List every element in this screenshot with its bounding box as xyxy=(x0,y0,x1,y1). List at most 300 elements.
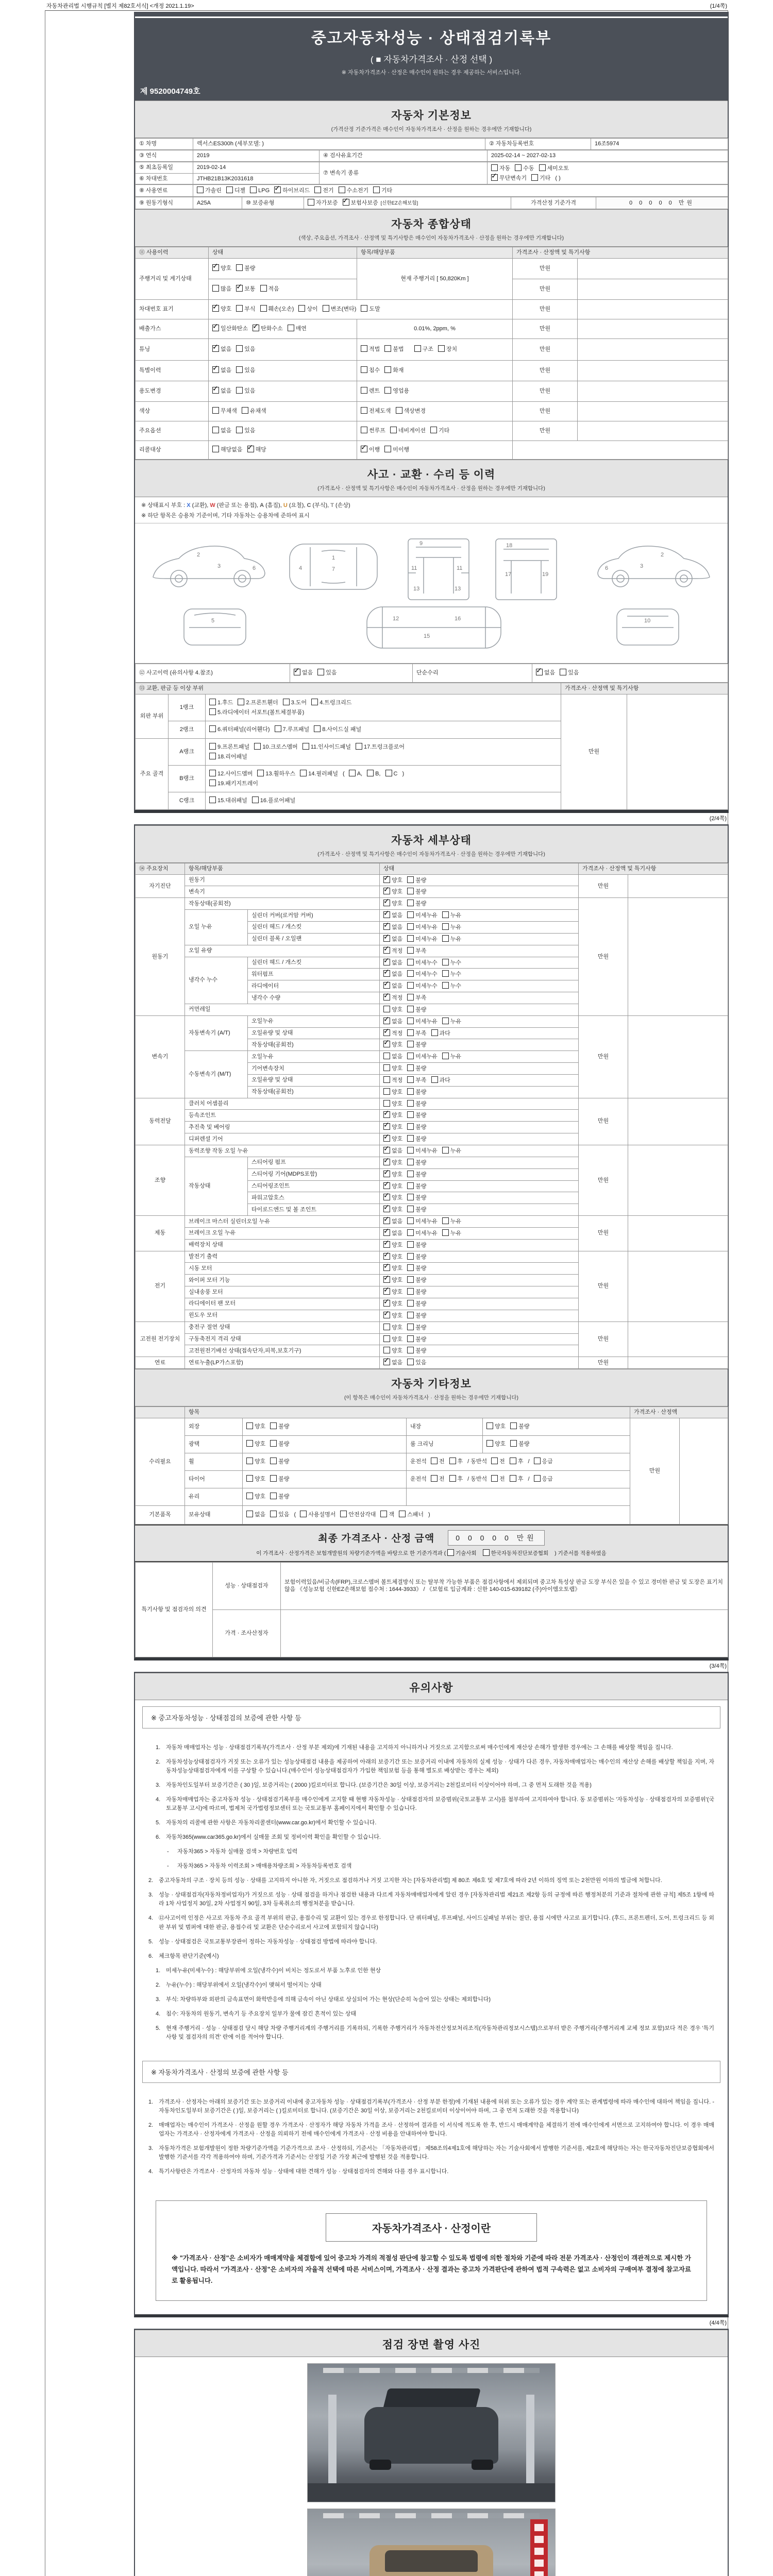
checkbox[interactable] xyxy=(317,669,324,675)
checkbox[interactable] xyxy=(212,264,219,271)
checkbox[interactable] xyxy=(407,959,414,965)
cell xyxy=(209,440,357,459)
cell xyxy=(243,1453,407,1470)
row-label: 특별이력 xyxy=(136,360,209,381)
checkbox-label: 불량 xyxy=(278,1459,290,1465)
checkbox[interactable] xyxy=(407,1100,414,1107)
checkbox[interactable] xyxy=(407,1018,414,1024)
checkbox[interactable] xyxy=(260,285,267,292)
cell: 만원 xyxy=(579,1145,628,1216)
svg-text:11: 11 xyxy=(457,565,463,571)
checkbox[interactable] xyxy=(383,1147,390,1154)
checkbox-label: 양호 xyxy=(392,1006,403,1013)
checkbox-label: 훼손(오손) xyxy=(268,306,294,313)
row-label: 배출가스 xyxy=(136,319,209,338)
checkbox[interactable] xyxy=(510,1475,516,1482)
legend-segment: (교환), xyxy=(190,502,210,509)
checkbox[interactable] xyxy=(442,1053,449,1059)
checkbox[interactable] xyxy=(486,1422,493,1429)
checkbox[interactable] xyxy=(407,1359,414,1365)
checkbox[interactable] xyxy=(236,345,243,352)
cell xyxy=(380,957,579,969)
cell: 만원 xyxy=(513,401,578,421)
checkbox[interactable] xyxy=(209,743,216,750)
checkbox[interactable] xyxy=(407,1029,414,1036)
checkbox-label: 누유 xyxy=(450,1018,462,1025)
checkbox[interactable] xyxy=(407,970,414,977)
checkbox[interactable] xyxy=(407,1159,414,1165)
emission-values: 0.01%, 2ppm, % xyxy=(357,319,513,338)
checkbox[interactable] xyxy=(390,427,397,433)
checkbox-label: 있음 xyxy=(244,367,256,374)
legend-segment: (요철), xyxy=(287,502,307,509)
checkbox[interactable] xyxy=(449,1458,456,1464)
checkbox[interactable] xyxy=(510,1422,517,1429)
checkbox[interactable] xyxy=(209,725,216,732)
notice-item xyxy=(156,1743,714,1752)
checkbox[interactable] xyxy=(367,770,374,776)
checkbox[interactable] xyxy=(442,1217,449,1224)
checkbox[interactable] xyxy=(407,923,414,930)
checkbox[interactable] xyxy=(246,1440,253,1447)
checkbox[interactable] xyxy=(212,325,219,331)
checkbox[interactable] xyxy=(270,1511,277,1517)
checkbox[interactable] xyxy=(361,446,367,452)
notice-item xyxy=(167,1848,714,1856)
checkbox-label: 양호 xyxy=(392,889,403,895)
checkbox[interactable] xyxy=(236,427,243,433)
checkbox[interactable] xyxy=(383,1312,390,1318)
checkbox[interactable] xyxy=(383,1159,390,1165)
svg-text:15: 15 xyxy=(424,633,430,639)
checkbox[interactable] xyxy=(383,876,390,883)
checkbox[interactable] xyxy=(253,325,259,331)
checkbox[interactable] xyxy=(303,743,309,750)
checkbox[interactable] xyxy=(311,699,318,705)
checkbox[interactable] xyxy=(356,743,362,750)
svg-text:6: 6 xyxy=(605,565,609,571)
checkbox[interactable] xyxy=(483,1549,490,1556)
checkbox[interactable] xyxy=(407,1206,414,1212)
checkbox[interactable] xyxy=(407,1111,414,1118)
checkbox[interactable] xyxy=(383,935,390,942)
checkbox[interactable] xyxy=(407,1194,414,1200)
notice-item-text: 자동차매매업자는 중고자동차 성능 · 상태점검기록부를 매수인에게 고지할 때 현행 자동차성능 · 상태점검자의 보증범위(국토교통부 고시)를 첨부하여 고지하여야 합니다. 동 보증범위는 '자동차성능 · 상태점검자의 보증범위'(국토교통부 고시)에 따르며, 법제처 국가법령정보센터 또는 국토교통부 홈페이지에서 확인할 수 있습니다. xyxy=(166,1797,714,1812)
checkbox[interactable] xyxy=(407,1182,414,1189)
cell: 브레이크 오일 누유 xyxy=(185,1227,380,1239)
checkbox[interactable] xyxy=(212,305,219,312)
checkbox[interactable] xyxy=(246,1458,253,1464)
checkbox[interactable] xyxy=(246,1511,253,1517)
checkbox[interactable] xyxy=(373,187,380,193)
basic-info-table-row1 xyxy=(135,138,728,150)
checkbox[interactable] xyxy=(383,1041,390,1047)
checkbox[interactable] xyxy=(407,1229,414,1236)
checkbox-label: 불량 xyxy=(415,1348,427,1354)
checkbox[interactable] xyxy=(449,1475,456,1482)
checkbox[interactable] xyxy=(383,947,390,954)
group-label: 동력전달 xyxy=(136,1098,185,1145)
checkbox-label: 10.크로스멤버 xyxy=(262,743,298,750)
checkbox[interactable] xyxy=(197,187,204,193)
checkbox[interactable] xyxy=(270,1475,277,1482)
checkbox[interactable] xyxy=(212,446,219,452)
checkbox[interactable] xyxy=(361,387,367,394)
checkbox[interactable] xyxy=(383,1347,390,1353)
checkbox[interactable] xyxy=(383,1335,390,1342)
checkbox[interactable] xyxy=(407,935,414,942)
cell: 시동 모터 xyxy=(185,1263,380,1275)
notice-item xyxy=(156,1967,714,1975)
checkbox[interactable] xyxy=(510,1458,516,1464)
checkbox[interactable] xyxy=(442,923,449,930)
checkbox[interactable] xyxy=(442,935,449,942)
cell: 만원 xyxy=(579,1251,628,1321)
checkbox[interactable] xyxy=(534,1475,541,1482)
checkbox[interactable] xyxy=(384,345,391,352)
checkbox[interactable] xyxy=(407,911,414,918)
checkbox[interactable] xyxy=(510,1440,517,1447)
checkbox-label: 적정 xyxy=(392,995,403,1002)
checkbox[interactable] xyxy=(294,669,300,675)
checkbox[interactable] xyxy=(384,387,391,394)
cell xyxy=(209,421,357,440)
checkbox-label: 불량 xyxy=(415,1124,427,1131)
checkbox[interactable] xyxy=(442,911,449,918)
checkbox[interactable] xyxy=(212,387,219,394)
checkbox[interactable] xyxy=(288,325,294,331)
checkbox[interactable] xyxy=(383,900,390,906)
checkbox[interactable] xyxy=(383,1217,390,1224)
checkbox[interactable] xyxy=(407,888,414,894)
checkbox[interactable] xyxy=(383,1029,390,1036)
checkbox[interactable] xyxy=(252,796,259,803)
col-header: 항목/해당부품 xyxy=(357,247,513,259)
cell: 라디에이터 팬 모터 xyxy=(185,1298,380,1310)
checkbox[interactable] xyxy=(442,959,449,965)
checkbox-label: 불량 xyxy=(415,1300,427,1307)
checkbox[interactable] xyxy=(407,1300,414,1307)
checkbox[interactable] xyxy=(384,366,391,373)
checkbox[interactable] xyxy=(442,1147,449,1154)
checkbox[interactable] xyxy=(250,187,257,193)
checkbox[interactable] xyxy=(407,876,414,883)
checkbox[interactable] xyxy=(442,970,449,977)
checkbox[interactable] xyxy=(431,1076,438,1083)
checkbox[interactable] xyxy=(283,699,290,705)
checkbox[interactable] xyxy=(407,1064,414,1071)
basic-info-band xyxy=(135,100,728,138)
checkbox[interactable] xyxy=(383,1006,390,1012)
checkbox[interactable] xyxy=(343,199,349,206)
cell: 외장 xyxy=(185,1418,243,1435)
checkbox-label: 불량 xyxy=(415,1312,427,1319)
checkbox[interactable] xyxy=(407,1324,414,1330)
checkbox[interactable] xyxy=(447,1549,454,1556)
checkbox[interactable] xyxy=(254,743,261,750)
checkbox-label: 있음 xyxy=(244,346,256,353)
checkbox[interactable] xyxy=(209,770,216,776)
checkbox[interactable] xyxy=(380,1511,387,1517)
checkbox[interactable] xyxy=(246,1493,253,1499)
checkbox[interactable] xyxy=(383,1111,390,1118)
checkbox[interactable] xyxy=(383,1076,390,1083)
checkbox[interactable] xyxy=(383,994,390,1001)
notice-item-text: ⑫사고이력 인정은 사고로 자동차 주요 골격 부위의 판금, 용접수리 및 교환이 있는 경우로 한정합니다. 단 쿼터패널, 루프패널, 사이드실패널 부위는 절단, 용접 시에만 사고로 표기합니다. (후드, 프론트펜더, 도어, 트렁크리드 등 외판 부위 및 범퍼에 대한 판금, 용접수리 및 교환은 단순수리로서 사고에 포함되지 않습니다) xyxy=(159,1915,714,1930)
checkbox-label: 적정 xyxy=(392,1077,403,1083)
checkbox[interactable] xyxy=(238,699,244,705)
checkbox[interactable] xyxy=(407,947,414,954)
cell xyxy=(206,792,561,809)
checkbox[interactable] xyxy=(246,1475,253,1482)
checkbox[interactable] xyxy=(314,187,321,193)
checkbox-label: 불량 xyxy=(415,901,427,907)
checkbox[interactable] xyxy=(431,1458,438,1464)
checkbox[interactable] xyxy=(212,345,219,352)
checkbox[interactable] xyxy=(383,1100,390,1107)
checkbox[interactable] xyxy=(407,1312,414,1318)
checkbox[interactable] xyxy=(246,1422,253,1429)
checkbox-label: 16.플로어패널 xyxy=(260,798,296,804)
cell-text: / xyxy=(528,1476,530,1483)
checkbox-label: 있음 xyxy=(415,1360,427,1366)
checkbox[interactable] xyxy=(442,1229,449,1236)
basic-info-table-row2 xyxy=(135,150,728,162)
notice-item-number: 3. xyxy=(148,2145,154,2152)
checkbox[interactable] xyxy=(399,1511,406,1517)
checkbox[interactable] xyxy=(361,407,367,414)
checkbox[interactable] xyxy=(383,1229,390,1236)
checkbox[interactable] xyxy=(384,446,391,452)
cell xyxy=(628,1015,728,1098)
checkbox[interactable] xyxy=(236,387,243,394)
checkbox[interactable] xyxy=(300,770,307,776)
checkbox[interactable] xyxy=(349,770,356,776)
checkbox[interactable] xyxy=(300,1511,307,1517)
checkbox[interactable] xyxy=(539,164,546,171)
checkbox[interactable] xyxy=(236,264,243,271)
checkbox[interactable] xyxy=(270,1440,277,1447)
cell xyxy=(578,381,728,401)
page-2 xyxy=(134,824,729,1660)
checkbox[interactable] xyxy=(407,1171,414,1177)
checkbox[interactable] xyxy=(383,959,390,965)
checkbox[interactable] xyxy=(383,911,390,918)
checkbox[interactable] xyxy=(383,888,390,894)
checkbox[interactable] xyxy=(383,1206,390,1212)
cell: 추진축 및 베어링 xyxy=(185,1122,380,1133)
svg-text:1: 1 xyxy=(332,554,335,561)
checkbox[interactable] xyxy=(383,1194,390,1200)
checkbox-label: 무채색 xyxy=(221,408,237,415)
cell xyxy=(209,299,513,319)
checkbox[interactable] xyxy=(407,1006,414,1012)
checkbox-label: 부족 xyxy=(415,995,427,1002)
checkbox-label: 불량 xyxy=(415,1289,427,1296)
checkbox[interactable] xyxy=(242,407,248,414)
notice-item xyxy=(156,1981,714,1990)
checkbox[interactable] xyxy=(236,305,243,312)
document-number: 제 9520004749호 xyxy=(140,87,200,96)
checkbox[interactable] xyxy=(298,305,305,312)
checkbox-label: 양호 xyxy=(392,1312,403,1319)
checkbox[interactable] xyxy=(257,770,264,776)
checkbox[interactable] xyxy=(407,982,414,989)
row-label: 튜닝 xyxy=(136,338,209,360)
checkbox[interactable] xyxy=(491,1475,498,1482)
checkbox-label: 없음 xyxy=(302,670,313,676)
checkbox[interactable] xyxy=(383,1018,390,1024)
svg-text:13: 13 xyxy=(455,585,461,592)
checkbox-label: 없음 xyxy=(392,1054,403,1060)
checkbox[interactable] xyxy=(442,982,449,989)
checkbox[interactable] xyxy=(209,796,216,803)
checkbox-label: 미세누유 xyxy=(415,1230,438,1236)
checkbox[interactable] xyxy=(209,708,216,715)
col-header: 가격조사 · 산정액 및 특기사항 xyxy=(579,863,728,874)
cell-text: / 동반석 xyxy=(467,1476,488,1483)
svg-text:4: 4 xyxy=(299,565,303,571)
notice-item xyxy=(156,1819,714,1827)
checkbox[interactable] xyxy=(491,174,498,181)
checkbox[interactable] xyxy=(361,305,367,312)
checkbox[interactable] xyxy=(491,1458,498,1464)
page-frame xyxy=(45,10,728,2576)
checkbox[interactable] xyxy=(414,345,421,352)
checkbox[interactable] xyxy=(407,1276,414,1283)
svg-text:2: 2 xyxy=(197,551,200,558)
checkbox[interactable] xyxy=(361,366,367,373)
checkbox[interactable] xyxy=(383,1300,390,1307)
checkbox[interactable] xyxy=(247,446,254,452)
checkbox[interactable] xyxy=(383,1359,390,1365)
checkbox-label: 불량 xyxy=(278,1423,290,1430)
page-3 xyxy=(134,1672,729,2317)
checkbox[interactable] xyxy=(407,1123,414,1130)
checkbox-label: 1.후드 xyxy=(217,699,233,706)
checkbox[interactable] xyxy=(383,1241,390,1248)
checkbox[interactable] xyxy=(383,1288,390,1295)
checkbox[interactable] xyxy=(407,994,414,1001)
checkbox[interactable] xyxy=(314,725,321,732)
checkbox[interactable] xyxy=(212,366,219,373)
checkbox[interactable] xyxy=(431,1029,438,1036)
checkbox[interactable] xyxy=(407,900,414,906)
checkbox[interactable] xyxy=(407,1053,414,1059)
checkbox[interactable] xyxy=(442,1018,449,1024)
checkbox[interactable] xyxy=(383,1123,390,1130)
checkbox[interactable] xyxy=(383,1135,390,1142)
checkbox[interactable] xyxy=(383,1264,390,1271)
checkbox[interactable] xyxy=(515,164,522,171)
checkbox[interactable] xyxy=(270,1458,277,1464)
final-price-amount: 0 0 0 0 0 만원 xyxy=(448,1530,544,1546)
checkbox[interactable] xyxy=(275,725,281,732)
cell xyxy=(380,1216,579,1228)
checkbox[interactable] xyxy=(339,187,345,193)
checkbox[interactable] xyxy=(407,1076,414,1083)
checkbox[interactable] xyxy=(431,1475,438,1482)
checkbox[interactable] xyxy=(407,1088,414,1095)
checkbox[interactable] xyxy=(209,753,216,759)
group-label: 제동 xyxy=(136,1216,185,1251)
checkbox[interactable] xyxy=(383,1088,390,1095)
checkbox[interactable] xyxy=(407,1041,414,1047)
checkbox[interactable] xyxy=(361,345,367,352)
cell xyxy=(380,1015,579,1027)
checkbox[interactable] xyxy=(407,1288,414,1295)
checkbox[interactable] xyxy=(383,1276,390,1283)
cell xyxy=(380,1133,579,1145)
checkbox[interactable] xyxy=(486,1440,493,1447)
checkbox[interactable] xyxy=(383,923,390,930)
checkbox[interactable] xyxy=(385,770,392,776)
checkbox[interactable] xyxy=(383,1324,390,1330)
checkbox[interactable] xyxy=(361,427,367,433)
checkbox[interactable] xyxy=(531,174,538,181)
checkbox[interactable] xyxy=(383,1182,390,1189)
checkbox[interactable] xyxy=(270,1493,277,1499)
checkbox[interactable] xyxy=(407,1135,414,1142)
checkbox[interactable] xyxy=(236,366,243,373)
checkbox[interactable] xyxy=(323,305,329,312)
checkbox-label: 일산화탄소 xyxy=(221,326,248,332)
checkbox[interactable] xyxy=(383,1253,390,1260)
checkbox[interactable] xyxy=(407,1147,414,1154)
checkbox[interactable] xyxy=(407,1264,414,1271)
checkbox[interactable] xyxy=(260,305,267,312)
checkbox[interactable] xyxy=(209,699,216,705)
cell xyxy=(628,1098,728,1145)
checkbox[interactable] xyxy=(396,407,402,414)
checkbox-label: 가솔린 xyxy=(205,188,222,194)
checkbox[interactable] xyxy=(534,1458,541,1464)
checkbox[interactable] xyxy=(212,285,219,292)
checkbox-label: 불량 xyxy=(415,1065,427,1072)
checkbox[interactable] xyxy=(383,1171,390,1177)
checkbox[interactable] xyxy=(383,1053,390,1059)
checkbox[interactable] xyxy=(383,1064,390,1071)
checkbox[interactable] xyxy=(560,669,566,675)
checkbox[interactable] xyxy=(438,345,445,352)
checkbox[interactable] xyxy=(383,970,390,977)
checkbox[interactable] xyxy=(212,407,219,414)
checkbox[interactable] xyxy=(430,427,437,433)
checkbox[interactable] xyxy=(209,779,216,786)
checkbox[interactable] xyxy=(407,1253,414,1260)
checkbox[interactable] xyxy=(407,1217,414,1224)
checkbox[interactable] xyxy=(536,669,543,675)
checkbox[interactable] xyxy=(491,164,498,171)
checkbox[interactable] xyxy=(226,187,233,193)
checkbox[interactable] xyxy=(308,199,314,206)
checkbox[interactable] xyxy=(236,285,243,292)
checkbox[interactable] xyxy=(274,187,281,193)
cell xyxy=(206,738,561,765)
checkbox[interactable] xyxy=(340,1511,347,1517)
checkbox[interactable] xyxy=(212,427,219,433)
checkbox[interactable] xyxy=(383,982,390,989)
checkbox-label: 누수 xyxy=(450,959,462,966)
cell: 수동변속기 (M/T) xyxy=(185,1051,248,1098)
notice-item-text: 자동차인도일부터 보증기간은 ( 30 )일, 보증거리는 ( 2000 )킬로미터로 합니다. (보증기간은 30일 이상, 보증거리는 2천킬로미터 이상이어야 하며, 그 중 먼저 도래한 것을 적용) xyxy=(166,1782,592,1789)
checkbox[interactable] xyxy=(407,1347,414,1353)
checkbox[interactable] xyxy=(407,1241,414,1248)
cell: 구동축전지 격리 상태 xyxy=(185,1333,380,1345)
checkbox[interactable] xyxy=(270,1422,277,1429)
checkbox-label: 불량 xyxy=(415,1253,427,1260)
checkbox[interactable] xyxy=(407,1335,414,1342)
